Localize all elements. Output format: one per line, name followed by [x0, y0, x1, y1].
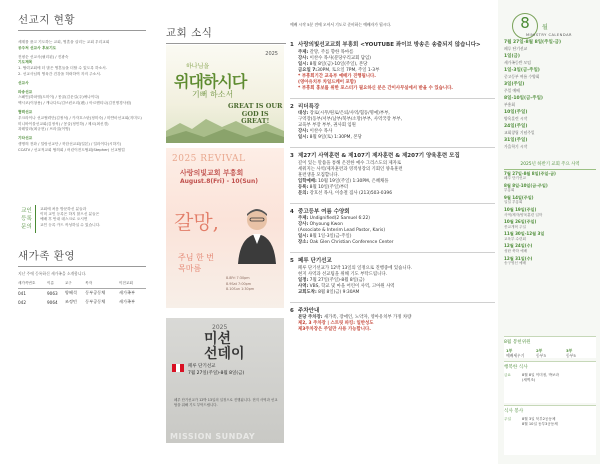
contact-tag: 교인 등록 문의	[18, 205, 36, 233]
welcome-col-header: 이전교회	[119, 280, 146, 289]
calendar-text: 주일 예배	[504, 88, 520, 93]
welcome-table-header	[18, 280, 146, 289]
mission-line: 스페인(하파엘(도미이) / 몽골(김운길(주)애나이다)	[18, 95, 100, 100]
item-line: 깊이 있는 말씀을 통해 온전한 예수 그리스도의 제자로	[298, 160, 402, 166]
poster2-head: 2025 REVIVAL	[172, 154, 246, 164]
item-line: 사역: VBS, 학교 및 마을 어린이 사역, 고아원 사역	[298, 283, 395, 289]
program-date: 9월 14일(주일)	[504, 195, 534, 201]
calendar-date: 8일-10일(금-주일)	[504, 96, 543, 101]
offering-box	[504, 336, 596, 358]
announcement-item	[290, 153, 495, 197]
meal-service-row-value: 8월 10일 동부3공동체	[522, 422, 558, 426]
item-line: 일정: 7월 27일(주일)-8월 8일(금)	[298, 277, 365, 283]
contact-line: 교인 등록 카드 작성하실 수 있습니다.	[40, 222, 101, 227]
program-event	[504, 183, 596, 193]
calendar-text: 페루 단기선교	[504, 46, 528, 51]
item-heading: 리더특강	[298, 103, 320, 110]
offering-service: 2부	[536, 348, 543, 353]
mission-line: 세계를 품고 기도하는 교회, 영혼을 살리는 교회 우리교회	[18, 40, 110, 44]
item-number: 6	[290, 307, 294, 314]
mission-line: 우크라이나 선교협력단(김정석) / 카자흐스탄(정미숙) / 미얀마선교회(지미도)	[18, 115, 142, 120]
welcome-cell: 동부공동체	[85, 299, 106, 305]
poster1-year: 2025	[265, 51, 278, 57]
offering-team: 예배세우기	[506, 353, 525, 358]
programs-title: 2025년 하반기 교회 주요 사역	[504, 161, 596, 170]
item-divider	[290, 203, 495, 204]
mission-title: 선교지 현황	[18, 14, 76, 26]
poster1-main: 위대하시다	[174, 72, 247, 91]
item-line: 강사: 이찬수 목사	[298, 129, 333, 134]
item-line: 등록: 8월 10일(주일)부터	[298, 184, 349, 190]
mission-line: 기타선교	[18, 136, 33, 141]
item-line: 본당 주차장: 새가족, 장애인, 노약자, 영아유치부 가정 차량	[298, 315, 412, 320]
welcome-row	[18, 298, 146, 307]
mission-body	[18, 40, 148, 154]
item-line: 현지 사역과 선교팀을 위해 기도 부탁드립니다.	[298, 271, 387, 277]
item-line: 일시: 8월 1일-3일(금-주일)	[298, 234, 352, 239]
announcement-item	[290, 209, 495, 247]
item-notice: 제3주차장은 주일만 사용 가능합니다.	[298, 327, 371, 332]
welcome-cell: 동부공동체	[85, 290, 106, 296]
meal-service-row-value: 8월 3일 북부2공동체	[522, 417, 556, 421]
announcement-item	[290, 258, 495, 296]
happy-meal-row-key: 금요	[504, 373, 511, 377]
item-divider	[290, 98, 495, 99]
program-event	[504, 243, 596, 253]
welcome-title: 새가족 환영	[18, 250, 76, 262]
calendar-event	[504, 82, 596, 93]
program-text: 교육부 수련회	[504, 236, 526, 241]
item-heading: 중고등부 여름 수양회	[298, 208, 350, 215]
mid-column	[158, 0, 286, 464]
poster1-sub: 하나님을	[186, 63, 210, 70]
happy-meal-rows	[504, 373, 596, 383]
calendar-event	[504, 124, 596, 135]
happy-meal-title: 행복한 식사	[504, 365, 528, 370]
poster2-schedule	[226, 276, 282, 293]
program-event	[504, 219, 596, 229]
mountain-illustration	[166, 109, 284, 143]
program-event	[504, 207, 596, 217]
poster2-small-line: 목마름	[178, 264, 202, 273]
mission-line: 공주처 선교사 후보기도	[18, 45, 57, 50]
happy-meal-box	[504, 361, 596, 403]
welcome-cell: 041	[18, 290, 26, 296]
welcome-col-header: 목자	[85, 280, 119, 289]
mission-line: 선교사	[18, 80, 29, 85]
calendar-event	[504, 68, 596, 79]
poster2-sub: 사랑의빛교회 부흥회	[180, 169, 244, 177]
poster2-small	[178, 252, 214, 274]
offering-service: 3부	[566, 348, 573, 353]
item-number: 2	[290, 103, 294, 110]
poster3-title-line: 선데이	[204, 346, 245, 362]
ministry-calendar	[504, 40, 596, 152]
poster3-title-line: 미션	[204, 331, 232, 347]
offering-cell	[566, 348, 596, 358]
news-title: 교회 소식	[166, 27, 213, 39]
item-line: 강사: Ohyoung Kwon	[298, 222, 343, 227]
welcome-table-body	[18, 289, 146, 307]
calendar-date: 24일(주일)	[504, 124, 528, 129]
welcome-row	[18, 289, 146, 298]
item-notice: 제2, 3 주차장 | 스트릿 파킹: 일반성도	[298, 321, 374, 326]
program-date: 10월 26일(주일)	[504, 219, 537, 225]
contact-text	[40, 207, 148, 228]
item-line: 강사: 이찬수 목사(분당우리교회 담임)	[298, 55, 372, 61]
month-number: 8	[520, 14, 530, 32]
program-text: 송구영신 예배	[504, 260, 526, 265]
contact-line: 이미 교인 등록은 하지 않으신 분들은	[40, 212, 100, 217]
meal-service-row-key	[504, 422, 522, 427]
program-event	[504, 231, 596, 241]
program-text: 종교개혁 주일	[504, 224, 526, 229]
happy-meal-row-key	[504, 378, 522, 383]
calendar-event	[504, 138, 596, 149]
program-text: 성탄 축하 예배	[504, 248, 528, 253]
meal-service-rows	[504, 417, 596, 427]
item-line: 일시: 8월 8일(금)-10일(주일), 본당	[298, 61, 368, 67]
poster1-main2: 기뻐 하소서	[192, 90, 234, 99]
item-line: 교회도착: 8월 8일(금) 9:30AM	[298, 289, 360, 295]
calendar-date: 7월 27일-8월 8일(주일-금)	[504, 40, 562, 45]
item-line: 주제: Undignified(2 Samuel 6:22)	[298, 216, 371, 221]
welcome-col-header: 이름	[47, 280, 65, 289]
calendar-date: 3일(주일)	[504, 82, 525, 87]
item-line: 금요일 7:30PM, 토요일 7PM, 주일 1-3부	[298, 67, 380, 73]
item-divider	[290, 252, 495, 253]
offering-service: 1부	[506, 348, 513, 353]
program-date: 11월 30일-12월 3일	[504, 231, 545, 237]
welcome-cell: 새가족부	[118, 299, 136, 305]
poster3-text	[188, 364, 280, 377]
meal-service-row	[504, 422, 596, 427]
mission-divider	[18, 30, 146, 31]
poster1-great-line: GOD IS	[241, 109, 269, 118]
calendar-date: 1일-3일(금-주일)	[504, 68, 540, 73]
calendar-event	[504, 40, 596, 51]
item-line: 세워지는 사역/제자훈련과 영적성장의 기회인 양육훈련	[298, 166, 403, 172]
offering-title: 8월 봉헌위원	[504, 340, 531, 345]
meal-service-box	[504, 405, 596, 455]
calendar-text: 양육훈련 시작	[504, 116, 528, 121]
poster2-date: August.8(Fri) - 10(Sun)	[180, 178, 258, 185]
happy-meal-row-value: (새벽조)	[522, 378, 536, 382]
offering-cell	[536, 348, 566, 358]
offering-team: 동부3	[536, 353, 546, 358]
item-line: 대상: 장로(시무/원로/은퇴/사역/협동/명예)부부,	[298, 111, 390, 116]
calendar-event	[504, 54, 596, 65]
poster1-great-line: GREAT!	[241, 117, 270, 125]
poster2-schedule-line: 8.8Fri 7:30pm	[226, 276, 250, 280]
welcome-cell: 조정민	[64, 299, 77, 305]
welcome-cell: 9064	[47, 299, 58, 305]
program-date: 7월 27일-8월 8일(주일-금)	[504, 171, 556, 176]
mission-line: 협력선교	[18, 109, 33, 114]
contact-box	[18, 205, 148, 233]
calendar-text: 가을학기 시작	[504, 144, 528, 149]
item-number: 4	[290, 208, 294, 215]
mission-line: 미니바이블선교회(김정석) / 몽골(정민하) / 제르(최신경)	[18, 121, 109, 126]
welcome-col-header: 교구	[65, 280, 85, 289]
program-text: 일일 부흥회	[504, 200, 523, 205]
item-line: 문의: 강호선 목사, 이송철 집사 (213)503-0396	[298, 190, 392, 196]
announcement-item	[290, 308, 495, 334]
item-divider	[290, 147, 495, 148]
mission-line: 과테말라(최규현) / 브라질(이영)	[18, 127, 71, 132]
item-line: 주제: 갈망, 주를 향한 목마름	[298, 49, 354, 55]
program-text: 부흥회	[504, 188, 515, 193]
program-date: 10월 19일(주일)	[504, 207, 537, 213]
mission-line: 1. 협력교회에 더 많은 영혼들을 더할 수 있도록 하소서.	[18, 66, 107, 71]
offering-grid	[504, 348, 596, 358]
poster3-watermark: MISSION SUNDAY	[170, 432, 256, 441]
poster-mission-sunday	[166, 318, 284, 443]
calendar-text: 교회창립 기념주일	[504, 130, 535, 135]
calendar-date: 31일(주일)	[504, 138, 528, 143]
item-notice: * 부흥회기간 교육부 예배가 진행됩니다.	[298, 73, 376, 79]
welcome-table	[18, 280, 146, 307]
contact-line: 예배 후 안내 데스크로 오시면	[40, 217, 88, 222]
welcome-col-header: 새가족번호	[18, 280, 47, 289]
poster2-small-line: 주님 한 번	[178, 253, 214, 262]
item-heading: 사랑의빛선교교회 부흥회 <YOUTUBE 좌이브 방송은 송출되지 않습니다>	[298, 42, 481, 48]
item-line: 일시: 8월 9일(토) 1:30PM, 본당	[298, 135, 362, 140]
welcome-divider	[18, 266, 146, 267]
item-line: 교육부 부장 부부, 권사회 임원	[298, 123, 356, 128]
program-event	[504, 171, 596, 181]
announcement-item	[290, 104, 495, 142]
happy-meal-row	[504, 378, 596, 383]
item-line: 페루 단기선교가 12박 13일의 일정으로 진행중에 있습니다.	[298, 265, 413, 271]
calendar-text: 부흥회	[504, 102, 516, 107]
programs-list	[504, 171, 596, 268]
main-column	[290, 0, 497, 464]
item-number: 1	[290, 42, 294, 48]
item-line: 입학예배: 10월 19일(주일) 1:30PM, 은혜채플	[298, 178, 389, 184]
program-text: 사역/제자/양육훈련 입학	[504, 212, 543, 217]
calendar-date: 1일(금)	[504, 54, 520, 59]
item-line: 훈련생을 모집합니다.	[298, 172, 339, 178]
item-line: (Associate & Interim Lead Pastor, Karis)	[298, 228, 386, 233]
poster-revival	[166, 148, 284, 308]
mission-line: CCATV / 선교적교회 협의회 / 어린이전도협회(Stepher) 선교협업	[18, 147, 125, 152]
poster3-footnote: 페루 단기선교가 12박 13일의 일정으로 진행됩니다. 현지 사역과 선교팀을 위해 기도 부탁드립니다.	[174, 398, 278, 407]
program-text: 페루 단기선교	[504, 176, 526, 181]
contact-line: 교회에 처음 방문하신 분들과	[40, 207, 87, 211]
mission-line: 생명의 전화 / 일랑선교단 / 북한선교회(일본) / 일라이다(시하기)	[18, 141, 122, 146]
welcome-cell: 양혜석	[64, 290, 77, 296]
item-line: 구역장(동부/서부/남부/북부/소망)부부, 사역국장 부부,	[298, 117, 402, 122]
item-heading: 주차안내	[298, 307, 320, 314]
item-heading: 페루 단기선교	[298, 258, 332, 264]
news-divider	[166, 43, 286, 44]
peru-flag-icon	[172, 364, 184, 372]
item-divider	[290, 302, 495, 303]
announcement-list	[290, 42, 495, 339]
poster3-year: 2025	[212, 324, 228, 331]
welcome-subtitle: 지난 주에 등록하신 새가족을 소개합니다.	[18, 271, 87, 276]
item-line: 장소: Oak Glen Christian Conference Center	[298, 240, 394, 245]
item-heading: 제27기 사역훈련 & 제107기 제자훈련 & 제207기 양육훈련 모집	[298, 153, 460, 159]
calendar-text: 중고등부 여름 수양회	[504, 74, 540, 79]
poster2-schedule-line: 8.10Sun 1:30pm	[226, 287, 255, 291]
calendar-title: MINISTRY CALENDAR	[525, 33, 573, 37]
happy-meal-row-value: 8월 8일 이미정, 박보라	[522, 373, 559, 377]
program-date: 12월 24일(수)	[504, 243, 533, 249]
welcome-cell: 새가족부	[118, 290, 136, 296]
mission-line: 기도제목	[18, 60, 33, 65]
welcome-cell: 042	[18, 299, 26, 305]
speaker-photo	[236, 204, 278, 264]
mission-line: 진평순 선교사(필리핀) / 진광숙	[18, 54, 69, 59]
poster2-big: 갈망,	[174, 210, 219, 234]
item-number: 5	[290, 258, 294, 264]
meal-service-row-key: 주일	[504, 417, 511, 421]
item-notice: * 부흥회 홍보를 위한 포스터가 필요하신 분은 간이사무실에서 받을 수 있습니다.	[298, 85, 453, 91]
poster-god-is-great	[166, 45, 284, 143]
item-number: 3	[290, 153, 294, 159]
right-column	[498, 0, 600, 464]
poster3-title	[204, 332, 245, 362]
offering-cell	[506, 348, 536, 358]
program-event	[504, 195, 596, 205]
announcement-item	[290, 42, 495, 92]
item-notice: (영아유치부 차일드케어 포함)	[298, 79, 356, 85]
calendar-event	[504, 110, 596, 121]
welcome-cell: 9063	[47, 290, 58, 296]
mission-line: 2. 선교사님의 영육간 건강을 허락하여 지켜 주소서.	[18, 71, 101, 76]
poster1-great-line: GREAT IS OUR	[228, 102, 283, 110]
poster2-schedule-line: 8.9Sat 7:00pm	[226, 281, 252, 286]
mission-line: 파송선교	[18, 89, 33, 94]
program-date: 8월 8일-10일(금-주일)	[504, 183, 548, 189]
calendar-date: 10일(주일)	[504, 110, 528, 115]
calendar-event	[504, 96, 596, 107]
poster3-text-line: 7월 27일(주일)-8월 8일(금)	[188, 370, 245, 376]
left-column	[0, 0, 155, 464]
offering-team: 동부5	[566, 353, 576, 358]
poster3-text-line: 페루 단기선교	[188, 364, 216, 369]
program-date: 12월 31일(수)	[504, 255, 533, 261]
intro-text: 예배 시작 5분 전에 오셔서 기도로 준비하는 예배자가 됩시다.	[290, 22, 392, 27]
program-event	[504, 256, 596, 266]
meal-service-title: 식사 봉사	[504, 409, 524, 414]
month-word: 월	[542, 24, 548, 31]
calendar-text: 새가족등반 모임	[504, 60, 531, 65]
mission-line: 멕시코(이창용) / 캐나다트/김브런오리(펜) / 아르헨티나(김진명경사원)	[18, 101, 132, 106]
